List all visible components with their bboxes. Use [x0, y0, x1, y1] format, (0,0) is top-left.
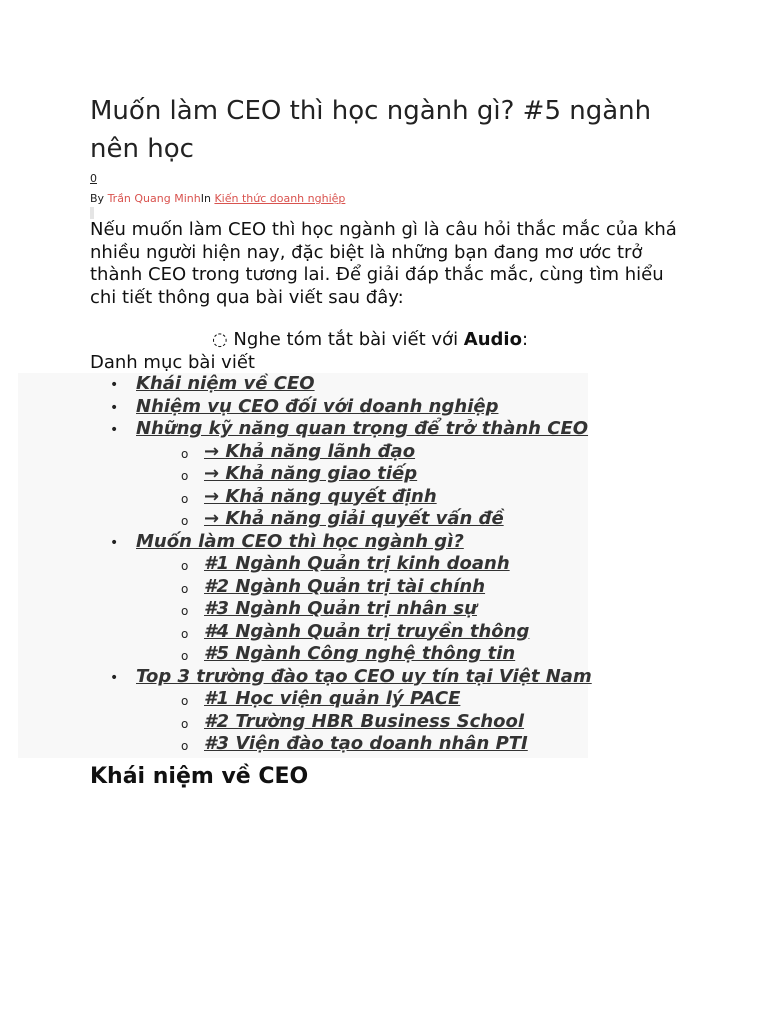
toc-item: [90, 688, 690, 711]
toc-item: [90, 463, 690, 486]
section-heading: Khái niệm về CEO: [90, 764, 309, 789]
toc-item: [90, 733, 690, 756]
toc-item: [90, 553, 690, 576]
bullet-disc: •: [110, 399, 119, 416]
audio-label: Audio: [463, 329, 522, 350]
toc-link[interactable]: Top 3 trường đào tạo CEO uy tín tại Việt Nam: [136, 665, 592, 687]
toc-link[interactable]: Khái niệm về CEO: [136, 373, 315, 394]
toc-item: [90, 531, 690, 554]
toc-link[interactable]: Muốn làm CEO thì học ngành gì?: [136, 530, 464, 552]
bullet-circle: o: [181, 581, 189, 596]
bullet-circle: o: [181, 739, 189, 753]
bullet-circle: o: [181, 694, 189, 708]
toc-link[interactable]: Những kỹ năng quan trọng để trở thành CEO: [136, 418, 589, 439]
bullet-disc: •: [110, 422, 119, 438]
toc-link[interactable]: Nhiệm vụ CEO đối với doanh nghiệp: [136, 395, 499, 417]
toc-item: [90, 711, 690, 734]
toc-link[interactable]: → Khả năng giải quyết vấn đề: [204, 508, 504, 529]
bullet-disc: •: [110, 534, 119, 551]
audio-summary[interactable]: [212, 328, 528, 352]
by-label: By: [90, 192, 108, 205]
toc-item: [90, 621, 690, 644]
bullet-disc: •: [110, 669, 119, 686]
toc-link[interactable]: #3 Viện đào tạo doanh nhân PTI: [204, 733, 528, 754]
bullet-circle: o: [181, 559, 189, 573]
table-of-contents: [90, 373, 690, 756]
toc-link[interactable]: #4 Ngành Quản trị truyền thông: [204, 620, 530, 642]
bullet-circle: o: [181, 446, 189, 461]
page-title: Muốn làm CEO thì học ngành gì? #5 ngành nên học: [90, 96, 652, 164]
toc-link[interactable]: #1 Ngành Quản trị kinh doanh: [204, 553, 510, 574]
toc-item: [90, 598, 690, 621]
toc-item: [90, 666, 690, 689]
intro-paragraph: Nếu muốn làm CEO thì học ngành gì là câu hỏi thắc mắc của khá nhiều người hiện nay, đặc biệt là những bạn đang mơ ước trở thành CEO trong tương lai. Để giải đáp thắc mắc, cùng tìm hiểu chi tiết thông qua bài viết sau đây:: [90, 219, 677, 308]
bullet-circle: o: [181, 649, 189, 663]
article-meta: [90, 191, 345, 207]
toc-link[interactable]: → Khả năng giao tiếp: [204, 463, 418, 484]
comments-count-link[interactable]: 0: [90, 172, 97, 185]
category-link[interactable]: Kiến thức doanh nghiệp: [214, 192, 346, 205]
toc-link[interactable]: #2 Ngành Quản trị tài chính: [204, 575, 486, 597]
audio-prefix: ◌ Nghe tóm tắt bài viết với: [212, 329, 464, 350]
toc-link[interactable]: → Khả năng quyết định: [204, 485, 437, 507]
toc-item: [90, 373, 690, 396]
toc-item: [90, 576, 690, 599]
toc-item: [90, 441, 690, 464]
meta-divider: [90, 207, 94, 219]
toc-link[interactable]: → Khả năng lãnh đạo: [204, 440, 416, 462]
bullet-circle: o: [181, 491, 189, 506]
bullet-circle: o: [181, 514, 189, 528]
audio-suffix: :: [521, 329, 529, 350]
toc-link[interactable]: #5 Ngành Công nghệ thông tin: [204, 643, 516, 664]
toc-link[interactable]: #1 Học viện quản lý PACE: [204, 688, 461, 709]
bullet-circle: o: [181, 626, 189, 641]
toc-link[interactable]: #2 Trường HBR Business School: [204, 710, 525, 732]
toc-item: [90, 418, 690, 441]
toc-item: [90, 486, 690, 509]
bullet-circle: o: [181, 469, 189, 483]
author-link[interactable]: Trần Quang Minh: [107, 192, 201, 205]
in-label: In: [200, 192, 215, 205]
toc-item: [90, 643, 690, 666]
toc-title: Danh mục bài viết: [90, 352, 255, 373]
toc-link[interactable]: #3 Ngành Quản trị nhân sự: [204, 598, 477, 619]
bullet-disc: •: [110, 377, 119, 393]
toc-item: [90, 508, 690, 531]
bullet-circle: o: [181, 716, 189, 731]
toc-item: [90, 396, 690, 419]
bullet-circle: o: [181, 604, 189, 618]
